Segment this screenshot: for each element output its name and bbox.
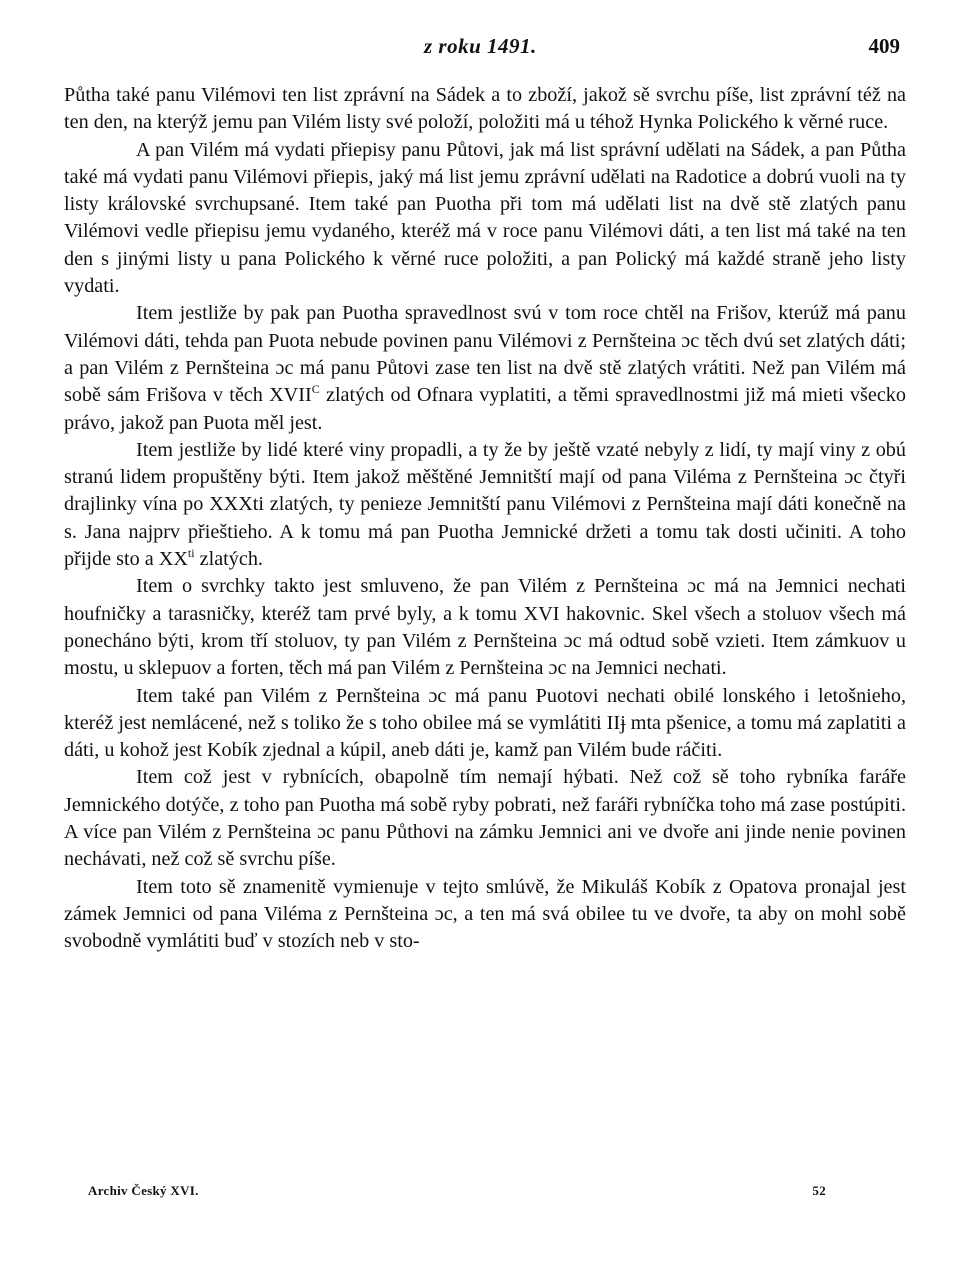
paragraph	[64, 573, 906, 682]
paragraph-text: zlatých.	[194, 548, 263, 571]
paragraph	[64, 764, 906, 873]
paragraph-text: Item také pan Vilém z Pernšteina ɔc má panu Puotovi nechati obilé lonského i letošnieho, kteréž jest nemlácené, než s toliko že s toho obilee má se vymlátiti IIɉ mta pšenice, a tomu má zaplatiti a dáti, u kohož jest Kobík zjednal a kúpil, aneb dáti je, kamž pan Vilém bude ráčiti.	[64, 684, 906, 762]
publication-title: Archiv Český XVI.	[88, 1183, 199, 1198]
page-number: 409	[868, 34, 900, 58]
document-page	[64, 30, 906, 1260]
paragraph-text: Item jestliže by pak pan Puotha spravedlnost svú v tom roce chtěl na Frišov, kterúž má panu Vilémovi dáti, tehda pan Puota nebude povinen panu Vilémovi z Pernšteina ɔc těch dvú set zlatých dáti; a pan Vilém z Pernšteina ɔc má panu Půtovi zase ten list na dvě stě zlatých vrátiti. Než pan Vilém má sobě sám Frišova v těch XVII	[64, 302, 906, 407]
paragraph	[64, 683, 906, 765]
paragraph-text: zlatých od Ofnara vyplatiti, a těmi spravedlnostmi již má mieti všecko právo, jakož pan Puota měl jest.	[64, 384, 906, 434]
signature-mark: 52	[812, 1183, 826, 1198]
superscript: C	[311, 382, 320, 397]
paragraph-text: Item toto sě znamenitě vymienuje v tejto smlúvě, že Mikuláš Kobík z Opatova pronajal jest zámek Jemnici od pana Viléma z Pernšteina ɔc, a ten má svá obilee tu ve dvoře, ta aby on mohl sobě svobodně vymlátiti buď v stozích neb v sto-	[64, 875, 906, 953]
paragraph	[64, 82, 906, 137]
body-text	[64, 82, 906, 956]
paragraph	[64, 874, 906, 956]
paragraph-text: Item což jest v rybnících, obapolně tím nemají hýbati. Než což sě toho rybníka faráře Jemnického dotýče, z toho pan Puotha má sobě ryby pobrati, než faráři rybníčka toho má zase postúpiti. A více pan Vilém z Pernšteina ɔc panu Půthovi na zámku Jemnici ani ve dvoře ani jinde nenie povinen nechávati, než což sě svrchu píše.	[64, 766, 906, 871]
superscript: ti	[187, 546, 195, 561]
running-title: z roku 1491.	[424, 34, 537, 58]
paragraph-text: Item jestliže by lidé které viny propadli, a ty že by ještě vzaté nebyly z lidí, ty mají viny z obú stranú lidem propuštěny býti. Item jakož měštěné Jemnitští mají od pana Viléma z Pernšteina ɔc čtyři drajlinky vína po XXXti zlatých, ty penieze Jemnitští panu Vilémovi z Pernšteina mají dáti konečně na s. Jana najprv přieštieho. A k tomu má pan Puotha Jemnické držeti a tomu tak dosti učiniti. A toho přijde sto a XX	[64, 438, 906, 571]
paragraph-text: A pan Vilém má vydati přiepisy panu Půtovi, jak má list správní udělati na Sádek, a pan Půtha také má vydati panu Vilémovi přiepis, jaký má list jemu zprávní udělati na Radotice a dobrú vuoli na ty listy královské svrchupsané. Item také pan Puotha při tom má udělati list na dvě stě zlatých panu Vilémovi vedle přiepisu jemu vydaného, kteréž má v roce panu Vilémovi dáti, a ten list má také na ten den s jinými listy u pana Polického k věrné ruce položiti, a pan Polický má každé straně jeho listy vydati.	[64, 138, 906, 298]
running-head	[64, 30, 906, 64]
paragraph	[64, 137, 906, 301]
paragraph	[64, 437, 906, 573]
paragraph-text: Item o svrchky takto jest smluveno, že pan Vilém z Pernšteina ɔc má na Jemnici nechati houfničky a tarasničky, kteréž tam prvé byly, a k tomu XVI hakovnic. Skel všech a stoluov všech má ponecháno býti, krom tří stoluov, ty pan Vilém z Pernšteina ɔc má odtud sobě vzieti. Item zámkuov u mostu, u sklepuov a forten, těch má pan Vilém z Pernšteina ɔc na Jemnici nechati.	[64, 575, 906, 680]
paragraph	[64, 300, 906, 436]
paragraph-text: Půtha také panu Vilémovi ten list zprávní na Sádek a to zboží, jakož sě svrchu píše, list zprávní též na ten den, na kterýž jemu pan Vilém listy své položí, položiti má u téhož Hynka Polického k věrné ruce.	[64, 84, 906, 134]
